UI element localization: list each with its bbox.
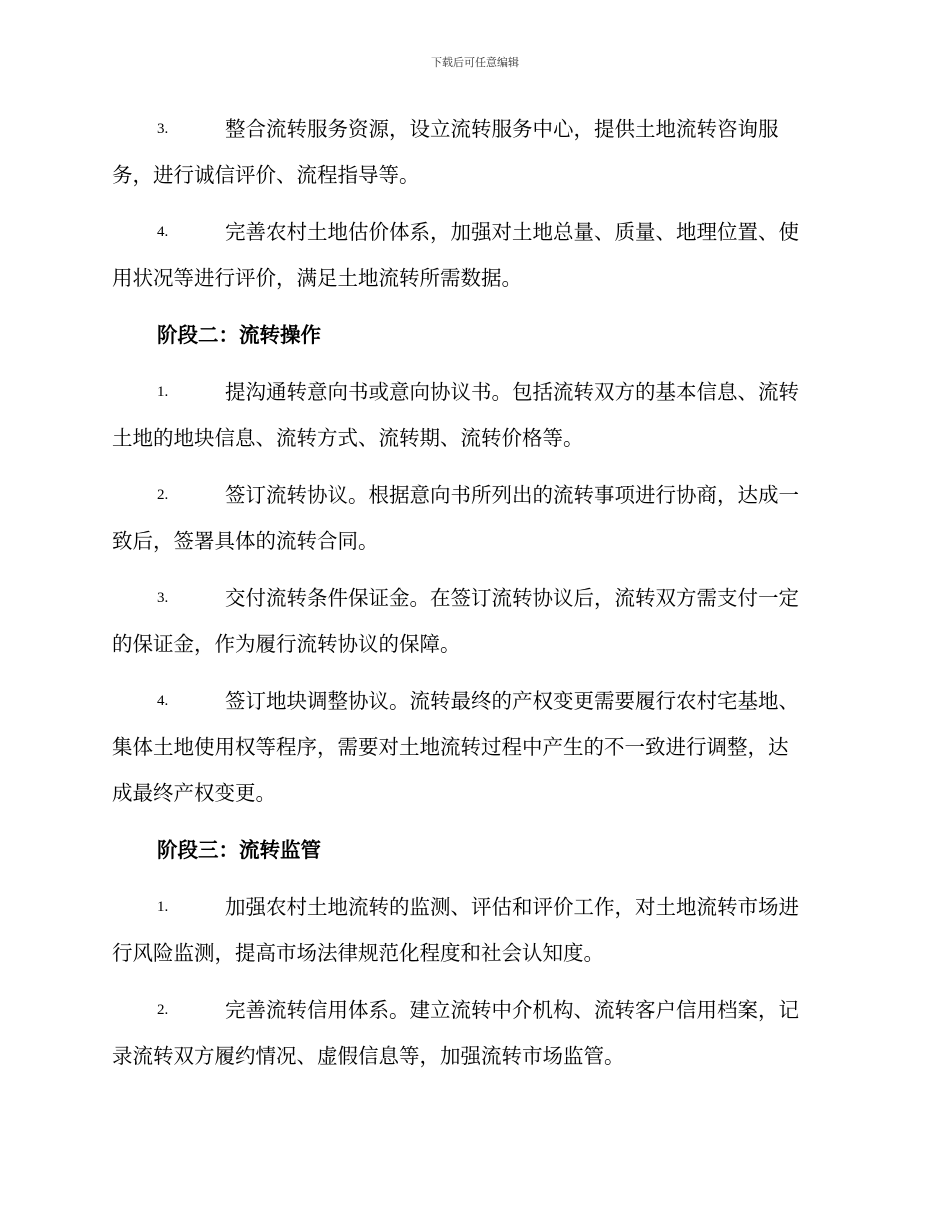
list-item bbox=[112, 884, 834, 976]
item-number: 4. bbox=[157, 224, 169, 240]
item-text-continued: 致后，签署具体的流转合同。 bbox=[112, 529, 379, 553]
item-text: 完善农村土地估价体系，加强对土地总量、质量、地理位置、使 bbox=[225, 220, 799, 244]
list-item bbox=[112, 987, 834, 1079]
item-text: 加强农村土地流转的监测、评估和评价工作，对土地流转市场进 bbox=[225, 895, 799, 919]
item-text-continued: 土地的地块信息、流转方式、流转期、流转价格等。 bbox=[112, 426, 584, 450]
list-item bbox=[112, 369, 834, 461]
item-text: 签订流转协议。根据意向书所列出的流转事项进行协商，达成一 bbox=[225, 483, 799, 507]
item-text-continued: 录流转双方履约情况、虚假信息等，加强流转市场监管。 bbox=[112, 1044, 625, 1068]
item-number: 4. bbox=[157, 693, 169, 709]
item-text: 签订地块调整协议。流转最终的产权变更需要履行农村宅基地、 bbox=[225, 689, 799, 713]
item-text-continued: 的保证金，作为履行流转协议的保障。 bbox=[112, 632, 461, 656]
item-text: 整合流转服务资源，设立流转服务中心，提供土地流转咨询服 bbox=[225, 117, 779, 141]
item-number: 3. bbox=[157, 590, 169, 606]
item-text-continued: 行风险监测，提高市场法律规范化程度和社会认知度。 bbox=[112, 941, 604, 965]
item-text-continued: 用状况等进行评价，满足土地流转所需数据。 bbox=[112, 266, 522, 290]
item-number: 1. bbox=[157, 384, 169, 400]
item-text: 提沟通转意向书或意向协议书。包括流转双方的基本信息、流转 bbox=[225, 380, 799, 404]
page-header: 下载后可任意编辑 bbox=[431, 56, 519, 69]
item-text: 交付流转条件保证金。在签订流转协议后，流转双方需支付一定 bbox=[225, 586, 799, 610]
item-number: 1. bbox=[157, 899, 169, 915]
section-heading: 阶段三：流转监管 bbox=[157, 838, 321, 862]
list-item bbox=[112, 472, 834, 564]
list-item bbox=[112, 106, 834, 198]
item-text-continued: 成最终产权变更。 bbox=[112, 781, 276, 805]
item-text-continued: 集体土地使用权等程序，需要对土地流转过程中产生的不一致进行调整，达 bbox=[112, 735, 789, 759]
item-number: 2. bbox=[157, 487, 169, 503]
list-item bbox=[112, 678, 834, 816]
section-heading: 阶段二：流转操作 bbox=[157, 323, 321, 347]
item-text: 完善流转信用体系。建立流转中介机构、流转客户信用档案，记 bbox=[225, 998, 799, 1022]
item-text-continued: 务，进行诚信评价、流程指导等。 bbox=[112, 163, 420, 187]
item-number: 2. bbox=[157, 1002, 169, 1018]
item-number: 3. bbox=[157, 121, 169, 137]
document-body bbox=[112, 106, 834, 1079]
list-item bbox=[112, 575, 834, 667]
list-item bbox=[112, 209, 834, 301]
